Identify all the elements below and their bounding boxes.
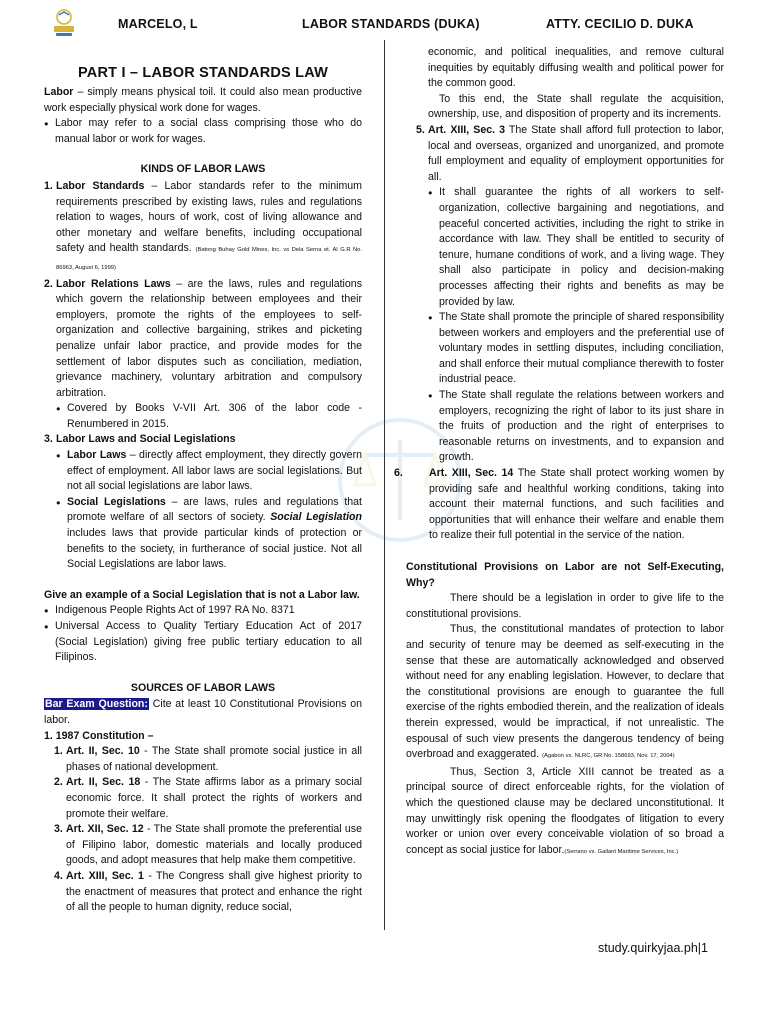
kinds-item-3: 3. Labor Laws and Social Legislations ● Labor Laws – directly affect employment, they directly govern effect of employment. All labor laws are social legislations. But not all social legislations are labor laws. ● Social Legislations – are laws, rules and regulations that promote welfare of all sectors of society. Social Legislation includes laws that provide particular kinds of protection or benefits to the society, in furtherance of social justice. Not all Social Legislations are labor laws. (44, 432, 362, 572)
list-item: ● Covered by Books V-VII Art. 306 of the labor code - Renumbered in 2015. (56, 401, 362, 432)
provision-item-5: 5. Art. XIII, Sec. 3 The State shall afford full protection to labor, local and overseas, organized and unorganized, and promote full employment and equality of employment opportunities for all. ● It shall guarantee the rights of all workers to self-organization, collective bargaining and negotiations, and peaceful concerted activities, including the right to strike in accordance with law. They shall be entitled to security of tenure, humane conditions of work, and a living wage. They shall also participate in policy and decision-making processes affecting their rights and benefits as may be provided by law. ● The State shall promote the principle of shared responsibility between workers and employers and the preferential use of voluntary modes in settling disputes, including conciliation, and shall enforce their mutual compliance therewith to foster industrial peace. ● The State shall regulate the relations between workers and employers, recognizing the right of labor to its just share in the fruits of production and the right of enterprises to reasonable returns on investments, and to expansion and growth. (416, 123, 724, 466)
provision-item: 2. Art. II, Sec. 18 - The State affirms labor as a primary social economic force. It shall protect the rights of workers and promote their welfare. (54, 776, 362, 820)
examples-list (44, 603, 362, 665)
list-item: ● Social Legislations – are laws, rules and regulations that promote welfare of all sectors of society. Social Legislation includes laws that provide particular kinds of protection or benefits to the society, in furtherance of social justice. Not all Social Legislations are labor laws. (56, 495, 362, 573)
quirkyjaa-logo (50, 8, 78, 38)
bar-question: Bar Exam Question: Cite at least 10 Constitutional Provisions on labor. (44, 698, 362, 726)
list-item: ● The State shall promote the principle of shared responsibility between workers and employers and the preferential use of voluntary modes in settling disputes, including conciliation, and shall enforce their mutual compliance therewith to foster industrial peace. (428, 310, 724, 388)
kinds-title: KINDS OF LABOR LAWS (140, 163, 266, 176)
continued-text: economic, and political inequalities, and remove cultural inequities by equitably diffusing wealth and political power for the common good. (428, 46, 724, 90)
part-title: PART I – LABOR STANDARDS LAW (78, 65, 328, 81)
list-item: ● The State shall regulate the relations between workers and employers, recognizing the right of labor to its just share in the fruits of production and the right of enterprises to reasonable returns on investments, and to expansion and growth. (428, 388, 724, 466)
paragraph-3: Thus, Section 3, Article XIII cannot be treated as a principal source of direct enforceable rights, for the violation of which the questioned clause may be declared unconstitutional. It may unwittingly risk opening the floodgates of litigation to every worker or union over every conceivable violation of so broad a concept as social justice for labor.(Serrano vs. Gallant Maritime Services, Inc.) (406, 765, 724, 856)
kinds-item-2: 2. Labor Relations Laws – are the laws, rules and regulations which govern the relationship between employees and their employers, promote the rights of the employees to self-organization and collective bargaining, strikes and picketing penalize unfair labor practice, and provide modes for the settlement of labor disputes such as conciliation, mediation, grievance machinery, voluntary arbitration and compulsory arbitration. ● Covered by Books V-VII Art. 306 of the labor code - Renumbered in 2015. (44, 277, 362, 433)
list-item: ● Indigenous People Rights Act of 1997 RA No. 8371 (44, 603, 362, 619)
provision-item: 3. Art. XII, Sec. 12 - The State shall promote the preferential use of Filipino labor, domestic materials and locally produced goods, and adopt measures that help make them competitive. (54, 823, 362, 867)
page-footer: study.quirkyjaa.ph|1 (597, 941, 708, 955)
continued-text-2: To this end, the State shall regulate the acquisition, ownership, use, and disposition of property and its increments. (428, 92, 724, 121)
provision-item: 1. Art. II, Sec. 10 - The State shall promote social justice in all phases of national development. (54, 745, 362, 773)
header-professor: ATTY. CECILIO D. DUKA (546, 17, 694, 31)
list-item: ● Labor may refer to a social class comprising those who do manual labor or work for wages. (44, 116, 362, 147)
sources-title: SOURCES OF LABOR LAWS (130, 681, 276, 694)
constitution-heading: 1. 1987 Constitution – (44, 729, 154, 742)
self-executing-title: Constitutional Provisions on Labor are not Self-Executing, Why? (406, 561, 724, 589)
provisions-list-continued (394, 123, 725, 544)
header-subject: LABOR STANDARDS (DUKA) (302, 17, 480, 31)
left-column (44, 45, 362, 916)
provision-item: 4. Art. XIII, Sec. 1 - The Congress shall give highest priority to the enactment of measures that protect and enhance the right of all the people to human dignity, reduce social, (54, 869, 362, 914)
labor-definition: Labor – simply means physical toil. It could also mean productive work especially physical work done for wages. (44, 86, 362, 114)
paragraph-2: Thus, the constitutional mandates of protection to labor and security of tenure may be deemed as self-executing in the sense that these are automatically acknowledged and observed without need for any enabling legislation. However, to declare that the constitutional provisions are enough to guarantee the full exercise of the rights embodied therein, and the realization of ideals therein expressed, would be impractical, if not unrealistic. The espousal of such view presents the dangerous tendency of being overbroad and exaggerated. (Agabon vs. NLRC, GR No. 158693, Nov. 17, 2004) (406, 623, 724, 761)
paragraph-1: There should be a legislation in order to give life to the constitutional provisions. (406, 592, 724, 620)
right-column (394, 45, 725, 860)
example-question: Give an example of a Social Legislation that is not a Labor law. (44, 588, 360, 601)
kinds-list (44, 179, 362, 573)
provisions-list (54, 744, 362, 916)
list-item: ● Universal Access to Quality Tertiary Education Act of 2017 (Social Legislation) giving free public tertiary education to all Filipinos. (44, 619, 362, 666)
provision-item-6: 6. Art. XIII, Sec. 14 The State shall protect working women by providing safe and healthful working conditions, taking into account their maternal functions, and such facilities and opportunities that will enhance their welfare and enable them to realize their full potential in the service of the nation. (394, 467, 725, 542)
kinds-item-1: 1. Labor Standards – Labor standards refer to the minimum requirements prescribed by existing laws, rules and regulations relation to wages, hours of work, cost of living allowance and other monetary and welfare benefits, including occupational safety and health standards. (Batong Buhay Gold Mines, Inc. vs Dela Serna et. Al G.R No. 86963, August 6, 1999) (44, 179, 362, 271)
page-header (44, 14, 734, 44)
list-item: ● It shall guarantee the rights of all workers to self-organization, collective bargaining and negotiations, and peaceful concerted activities, including the right to strike in accordance with law. They shall be entitled to security of tenure, humane conditions of work, and a living wage. They shall also participate in policy and decision-making processes affecting their rights and benefits as may be provided by law. (428, 185, 724, 310)
list-item: ● Labor Laws – directly affect employment, they directly govern effect of employment. All labor laws are social legislations. But not all social legislations are labor laws. (56, 448, 362, 495)
header-author: MARCELO, L (118, 17, 198, 31)
labor-bullet-list (44, 116, 362, 147)
